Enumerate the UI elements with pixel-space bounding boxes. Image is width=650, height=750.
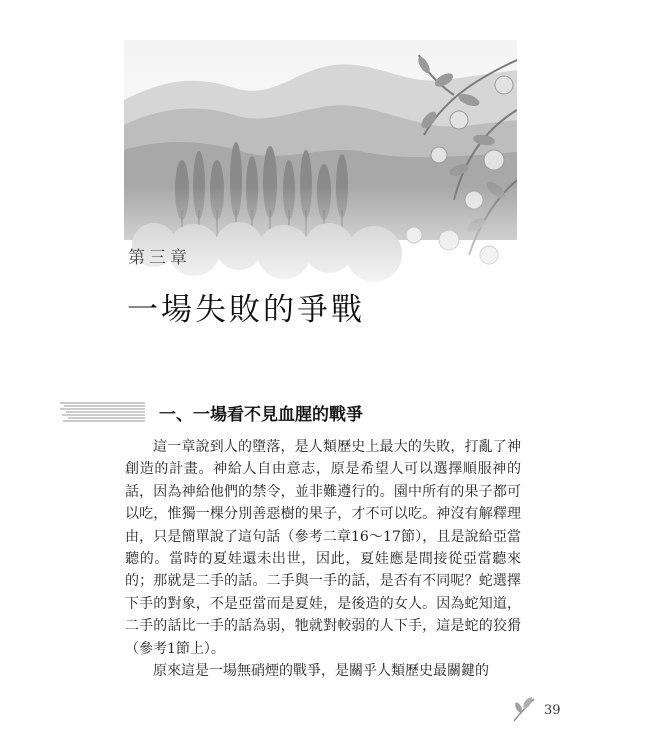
paragraph: 這一章說到人的墮落，是人類歷史上最大的失敗，打亂了神創造的計畫。神給人自由意志，原是希望人可以選擇順服神的話，因為神給他們的禁令，並非難遵行的。園中所有的果子都可以吃，惟獨一棵分別善惡樹的果子，才不可以吃。神沒有解釋理由，只是簡單說了這句話（參考二章16～17節），且是說給亞當聽的。當時的夏娃還未出世，因此，夏娃應是間接從亞當聽來的；那就是二手的話。二手與一手的話，是否有不同呢？蛇選擇下手的對象，不是亞當而是夏娃，是後造的女人。因為蛇知道，二手的話比一手的話為弱，牠就對較弱的人下手，這是蛇的狡猾（參考1節上）。 — [125, 439, 521, 657]
section-heading-decoration — [60, 401, 145, 423]
paragraph: 原來這是一場無硝煙的戰爭，是關乎人類歷史最關鍵的 — [153, 663, 489, 680]
page-number: 39 — [544, 703, 561, 718]
body-text — [125, 436, 521, 682]
chapter-label: 第三章 — [128, 248, 191, 268]
section-heading: 一、一場看不見血腥的戰爭 — [159, 405, 363, 425]
chapter-title: 一場失敗的爭戰 — [127, 292, 365, 328]
leaf-sprig-icon — [512, 695, 538, 723]
